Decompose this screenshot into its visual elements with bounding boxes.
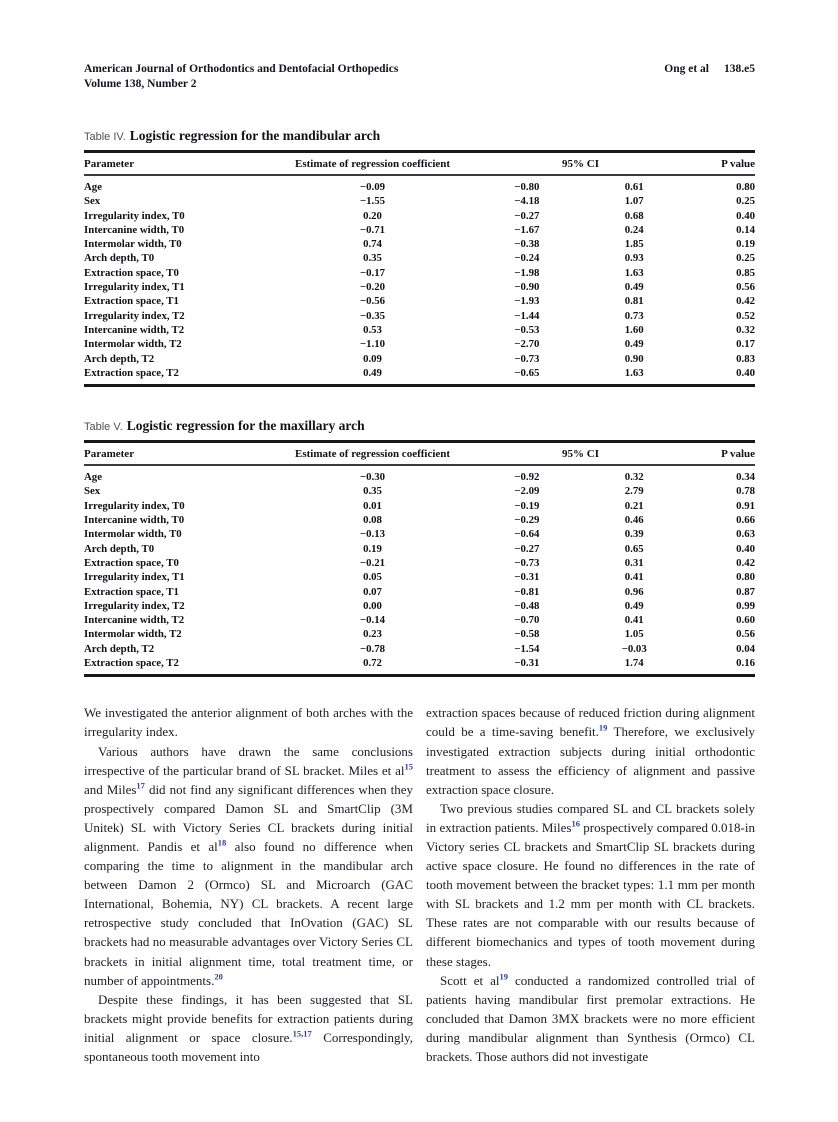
table-iv <box>84 150 755 387</box>
paragraph: extraction spaces because of reduced friction during alignment could be a time-saving benefit.$^{19}$ Therefore, we exclusively investigated extraction subjects during initial orthodontic treatment to assess the efficiency of alignment and passive extraction space closure. <box>426 705 755 797</box>
table-row <box>84 337 755 351</box>
value-cell: −0.17 <box>360 266 386 279</box>
param-cell: Intercanine width, T0 <box>84 223 185 236</box>
value-cell: −0.03 <box>621 642 647 655</box>
value-cell: 0.49 <box>363 366 382 379</box>
param-cell: Age <box>84 181 102 193</box>
param-cell: Age <box>84 471 102 484</box>
param-cell: Irregularity index, T2 <box>84 309 185 322</box>
value-cell: 0.90 <box>624 352 644 365</box>
value-cell: 0.96 <box>624 585 644 598</box>
table-iv-body <box>84 175 755 386</box>
value-cell: 0.63 <box>736 528 755 541</box>
article-body <box>84 703 755 1066</box>
param-cell: Extraction space, T2 <box>84 366 179 379</box>
table-row <box>84 223 755 237</box>
value-cell: 2.79 <box>624 485 644 498</box>
column-header: P value <box>688 152 755 176</box>
value-cell: 0.78 <box>736 485 755 498</box>
param-cell: Arch depth, T0 <box>84 252 155 265</box>
param-cell: Extraction space, T2 <box>84 657 179 670</box>
table-v-header <box>84 442 755 466</box>
table-row <box>84 465 755 484</box>
table-row <box>84 513 755 527</box>
value-cell: 1.07 <box>624 195 644 208</box>
param-cell: Sex <box>84 485 101 498</box>
table-iv-label: Table IV. <box>84 131 126 143</box>
value-cell: 0.41 <box>624 614 644 627</box>
value-cell: 0.23 <box>363 628 382 641</box>
reference-superscript: 20 <box>214 971 223 982</box>
column-header: Estimate of regression coefficient <box>272 442 473 466</box>
value-cell: 0.53 <box>363 323 382 336</box>
param-cell: Intermolar width, T0 <box>84 238 182 251</box>
article-right-column <box>426 703 755 1066</box>
table-row <box>84 280 755 294</box>
param-cell: Extraction space, T0 <box>84 266 179 279</box>
paragraph: Two previous studies compared SL and CL brackets solely in extraction patients. Miles$^{16}$ prospectively compared 0.018-in Victory series CL brackets and SmartClip SL brackets during active space closure. He found no differences in the rate of tooth movement between the bracket types: 1.1 mm per month with SL brackets and 1.2 mm per month with CL brackets. These rates are not comparable with our results because of different biomechanics and types of tooth movement during these stages. <box>426 800 755 969</box>
table-row <box>84 542 755 556</box>
value-cell: 1.05 <box>624 628 644 641</box>
value-cell: 0.08 <box>363 514 382 527</box>
value-cell: −0.53 <box>514 323 540 336</box>
param-cell: Intermolar width, T0 <box>84 528 182 541</box>
table-iv-section <box>84 127 755 387</box>
column-header: Parameter <box>84 442 272 466</box>
value-cell: 0.31 <box>624 556 644 569</box>
param-cell: Intercanine width, T2 <box>84 614 185 627</box>
value-cell: −0.81 <box>514 585 540 598</box>
table-row <box>84 366 755 386</box>
value-cell: −0.20 <box>360 281 386 294</box>
value-cell: 0.83 <box>736 352 755 365</box>
reference-superscript: 15,17 <box>292 1028 312 1039</box>
value-cell: −1.93 <box>514 295 540 308</box>
running-head-left <box>84 62 398 92</box>
reference-superscript: 19 <box>598 723 608 734</box>
reference-superscript: 15 <box>404 761 413 772</box>
table-row <box>84 484 755 498</box>
table-row <box>84 194 755 208</box>
value-cell: 0.80 <box>736 181 755 193</box>
column-header: 95% CI <box>473 442 688 466</box>
value-cell: 0.56 <box>736 281 755 294</box>
table-row <box>84 627 755 641</box>
table-v <box>84 440 755 677</box>
value-cell: 0.17 <box>736 338 755 351</box>
value-cell: −0.30 <box>360 471 386 484</box>
param-cell: Irregularity index, T2 <box>84 599 185 612</box>
value-cell: −1.10 <box>360 338 386 351</box>
value-cell: 1.60 <box>624 323 644 336</box>
value-cell: −0.73 <box>514 556 540 569</box>
column-header: 95% CI <box>473 152 688 176</box>
value-cell: −0.19 <box>514 499 540 512</box>
reference-superscript: 19 <box>499 971 508 982</box>
param-cell: Arch depth, T0 <box>84 542 155 555</box>
value-cell: −0.29 <box>514 514 540 527</box>
value-cell: 0.25 <box>736 195 755 208</box>
param-cell: Irregularity index, T1 <box>84 571 185 584</box>
value-cell: −0.65 <box>514 366 540 379</box>
running-head <box>84 62 755 92</box>
value-cell: 0.85 <box>736 266 755 279</box>
value-cell: 0.07 <box>363 585 382 598</box>
value-cell: −0.73 <box>514 352 540 365</box>
value-cell: 0.04 <box>736 642 755 655</box>
value-cell: −0.90 <box>514 281 540 294</box>
table-row <box>84 642 755 656</box>
value-cell: −1.44 <box>514 309 540 322</box>
table-row <box>84 599 755 613</box>
value-cell: 0.40 <box>736 542 755 555</box>
value-cell: 0.40 <box>736 366 755 379</box>
table-row <box>84 266 755 280</box>
table-row <box>84 251 755 265</box>
value-cell: 1.63 <box>624 266 644 279</box>
value-cell: −1.55 <box>360 195 386 208</box>
table-row <box>84 556 755 570</box>
table-row <box>84 570 755 584</box>
value-cell: −0.13 <box>360 528 386 541</box>
value-cell: 0.32 <box>736 323 755 336</box>
value-cell: 0.40 <box>736 209 755 222</box>
volume-number: Volume 138, Number 2 <box>84 78 197 90</box>
value-cell: 0.35 <box>363 485 382 498</box>
value-cell: 0.41 <box>624 571 644 584</box>
value-cell: 0.05 <box>363 571 382 584</box>
value-cell: 0.42 <box>736 295 755 308</box>
param-cell: Intermolar width, T2 <box>84 628 182 641</box>
value-cell: −2.09 <box>514 485 540 498</box>
value-cell: −1.54 <box>514 642 540 655</box>
value-cell: 0.99 <box>736 599 755 612</box>
value-cell: 0.66 <box>736 514 755 527</box>
table-iv-header <box>84 152 755 176</box>
journal-title: American Journal of Orthodontics and Dentofacial Orthopedics <box>84 63 399 75</box>
table-row <box>84 613 755 627</box>
param-cell: Extraction space, T1 <box>84 585 179 598</box>
reference-superscript: 16 <box>571 818 580 829</box>
value-cell: 0.56 <box>736 628 755 641</box>
param-cell: Intercanine width, T2 <box>84 323 185 336</box>
value-cell: 0.34 <box>736 471 755 484</box>
value-cell: −0.64 <box>514 528 540 541</box>
value-cell: 0.49 <box>624 338 644 351</box>
value-cell: 0.09 <box>363 352 382 365</box>
value-cell: 0.20 <box>363 209 382 222</box>
value-cell: −0.92 <box>514 471 540 484</box>
param-cell: Irregularity index, T0 <box>84 209 185 222</box>
value-cell: 0.87 <box>736 585 755 598</box>
table-row <box>84 499 755 513</box>
column-header: Parameter <box>84 152 272 176</box>
reference-superscript: 18 <box>217 837 227 848</box>
value-cell: 0.61 <box>624 181 644 193</box>
value-cell: 0.14 <box>736 223 755 236</box>
value-cell: −0.14 <box>360 614 386 627</box>
table-row <box>84 294 755 308</box>
table-v-label: Table V. <box>84 421 123 434</box>
param-cell: Extraction space, T0 <box>84 556 179 569</box>
value-cell: −0.48 <box>514 599 540 612</box>
value-cell: −0.09 <box>360 181 386 193</box>
param-cell: Sex <box>84 195 101 208</box>
value-cell: 0.19 <box>736 238 755 251</box>
value-cell: 0.16 <box>736 657 755 670</box>
value-cell: 1.85 <box>624 238 644 251</box>
value-cell: 0.60 <box>736 614 755 627</box>
table-iv-title: Logistic regression for the mandibular arch <box>129 128 381 143</box>
value-cell: −0.78 <box>360 642 386 655</box>
table-row <box>84 656 755 676</box>
value-cell: −1.67 <box>514 223 540 236</box>
paragraph: We investigated the anterior alignment of both arches with the irregularity index. <box>84 705 413 740</box>
value-cell: −0.24 <box>514 252 540 265</box>
value-cell: −0.58 <box>514 628 540 641</box>
value-cell: 0.80 <box>736 571 755 584</box>
reference-superscript: 17 <box>136 780 145 791</box>
value-cell: 0.73 <box>624 309 644 322</box>
value-cell: 0.68 <box>624 209 644 222</box>
param-cell: Irregularity index, T1 <box>84 281 185 294</box>
column-header: Estimate of regression coefficient <box>272 152 473 176</box>
value-cell: 0.49 <box>624 599 644 612</box>
value-cell: 0.49 <box>624 281 644 294</box>
value-cell: 0.25 <box>736 252 755 265</box>
param-cell: Irregularity index, T0 <box>84 499 185 512</box>
value-cell: 0.32 <box>624 471 644 484</box>
value-cell: −0.80 <box>514 181 540 193</box>
value-cell: 1.74 <box>624 657 644 670</box>
table-row <box>84 352 755 366</box>
value-cell: 0.24 <box>624 223 644 236</box>
param-cell: Intercanine width, T0 <box>84 514 185 527</box>
value-cell: −4.18 <box>514 195 540 208</box>
param-cell: Arch depth, T2 <box>84 642 155 655</box>
value-cell: −0.31 <box>514 571 540 584</box>
value-cell: −2.70 <box>514 338 540 351</box>
paragraph: Scott et $al^{19}$ conducted a randomized controlled trial of patients having mandibular first premolar extractions. He concluded that Damon 3MX brackets were no more efficient during mandibular alignment than Synthesis (Ormco) CL brackets. Those authors did not investigate <box>426 971 755 1064</box>
table-row <box>84 527 755 541</box>
value-cell: 0.35 <box>363 252 382 265</box>
running-head-right <box>664 62 755 77</box>
article-left-column <box>84 703 413 1066</box>
table-row <box>84 323 755 337</box>
value-cell: 0.74 <box>363 238 382 251</box>
table-row <box>84 309 755 323</box>
value-cell: −0.27 <box>514 542 540 555</box>
value-cell: −0.31 <box>514 657 540 670</box>
table-row <box>84 209 755 223</box>
value-cell: −0.38 <box>514 238 540 251</box>
value-cell: 0.65 <box>624 542 644 555</box>
value-cell: −0.70 <box>514 614 540 627</box>
table-row <box>84 585 755 599</box>
value-cell: 0.52 <box>736 309 755 322</box>
table-v-body <box>84 465 755 676</box>
column-header: P value <box>688 442 755 466</box>
table-v-section <box>84 417 755 677</box>
value-cell: 0.00 <box>363 599 382 612</box>
table-iv-caption <box>84 127 755 146</box>
table-v-caption <box>84 417 755 436</box>
param-cell: Arch depth, T2 <box>84 352 155 365</box>
value-cell: −0.71 <box>360 223 386 236</box>
value-cell: 0.01 <box>363 499 382 512</box>
value-cell: −1.98 <box>514 266 540 279</box>
value-cell: −0.27 <box>514 209 540 222</box>
value-cell: 0.91 <box>736 499 755 512</box>
value-cell: −0.56 <box>360 295 386 308</box>
param-cell: Intermolar width, T2 <box>84 338 182 351</box>
value-cell: 0.42 <box>736 556 755 569</box>
value-cell: 0.39 <box>624 528 644 541</box>
value-cell: −0.21 <box>360 556 386 569</box>
value-cell: −0.35 <box>360 309 386 322</box>
paragraph: Various authors have drawn the same conclusions irrespective of the particular brand of SL bracket. Miles et $al^{15}$ and Miles$^{17}$ did not find any significant differences when they prospectively compared Damon SL and SmartClip (3M Unitek) SL with Victory Series CL brackets during initial alignment. Pandis et $al^{18}$ also found no difference when comparing the time to alignment in the mandibular arch between Damon 2 (Ormco) SL and Microarch (GAC International, Bohemia, NY) CL brackets. A recent large retrospective study concluded that InOvation (GAC) SL brackets had no measurable advantages over Victory Series CL brackets in initial alignment time, total treatment time, or number of appointments.$^{20}$ <box>84 743 413 988</box>
value-cell: 0.46 <box>624 514 644 527</box>
value-cell: 0.93 <box>624 252 644 265</box>
table-v-title: Logistic regression for the maxillary arch <box>126 418 365 434</box>
param-cell: Extraction space, T1 <box>84 295 179 308</box>
authors: Ong et al <box>664 63 710 75</box>
page-number: 138.e5 <box>724 63 755 75</box>
value-cell: 0.72 <box>363 657 382 670</box>
paragraph: Despite these findings, it has been suggested that SL brackets might provide benefits for extraction patients during initial alignment or space closure.$^{15,17}$ Correspondingly, spontaneous tooth movement into <box>84 991 413 1064</box>
value-cell: 0.81 <box>624 295 644 308</box>
table-row <box>84 237 755 251</box>
value-cell: 0.19 <box>363 542 382 555</box>
table-row <box>84 175 755 194</box>
value-cell: 1.63 <box>624 366 644 379</box>
value-cell: 0.21 <box>624 499 644 512</box>
